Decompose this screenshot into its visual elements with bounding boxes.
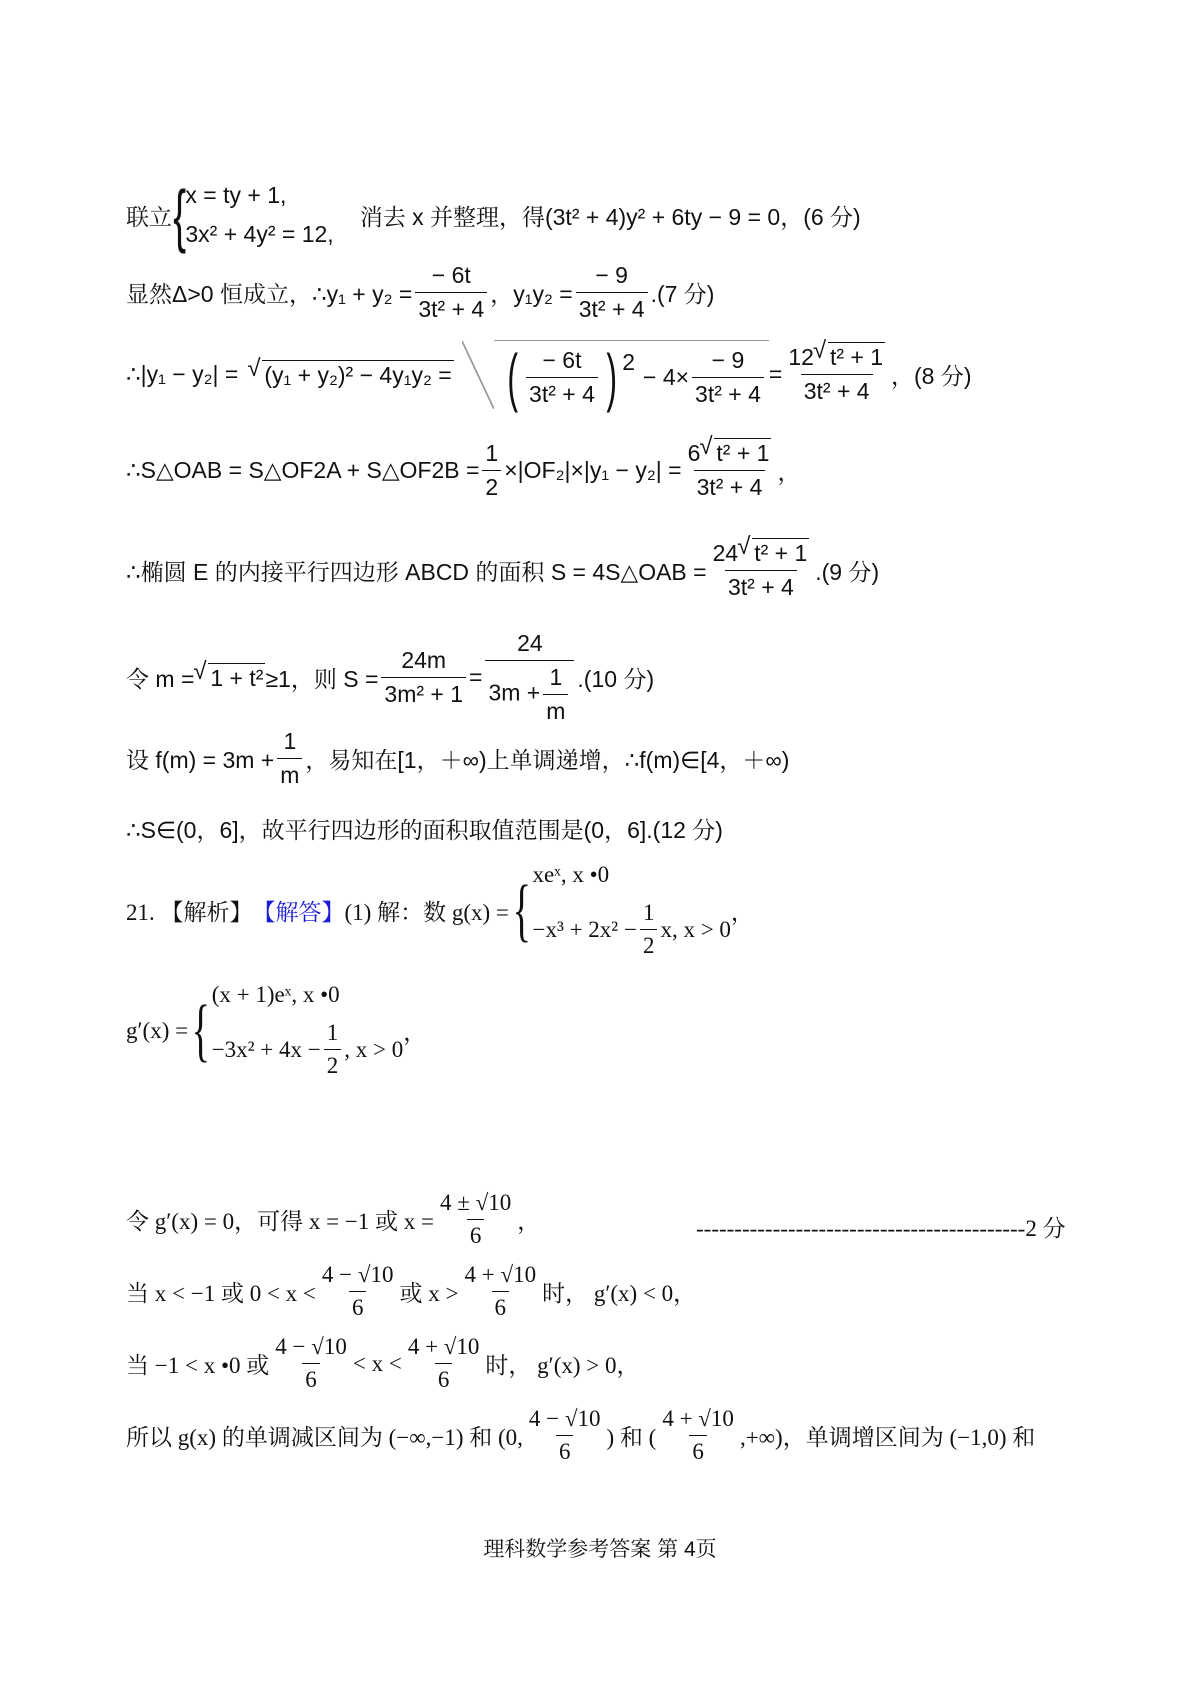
- denominator: 3t² + 4: [692, 377, 764, 408]
- radicand: √ t² + 1: [752, 538, 809, 566]
- denominator: 3t² + 4: [801, 374, 873, 405]
- case-1: x = ty + 1,: [185, 182, 287, 208]
- denominator: 2: [324, 1049, 342, 1079]
- denominator: 3t² + 4: [576, 292, 648, 323]
- fraction: [785, 344, 888, 405]
- denominator: 3t² + 4: [415, 292, 487, 323]
- fraction: [710, 540, 813, 601]
- radicand: √ t² + 1: [828, 342, 885, 370]
- numerator: [710, 540, 813, 570]
- line-part: ) 和 (: [606, 1425, 657, 1450]
- line-prefix: 令 g′(x) = 0，可得 x = −1 或 x =: [126, 1209, 434, 1234]
- fraction: [659, 1406, 737, 1465]
- score-marker: -------------------------------------------2 分: [696, 1216, 1066, 1241]
- line-prefix: ∴|y₁ − y₂| =: [126, 361, 239, 387]
- fraction: [319, 1262, 397, 1321]
- case-2: [212, 1020, 404, 1079]
- fraction: [685, 440, 775, 501]
- line-tail: .(9 分): [815, 559, 880, 585]
- fraction: [640, 900, 658, 959]
- equals: =: [469, 664, 483, 690]
- denominator: m: [277, 758, 302, 789]
- line-tail: ，(8 分): [891, 363, 972, 389]
- radicand: √ t² + 1: [714, 438, 771, 466]
- area-line: [126, 440, 800, 501]
- numerator: 4 + √10: [407, 1334, 480, 1359]
- line-part: ,+∞)，单调增区间为 (−1,0) 和: [739, 1425, 1036, 1450]
- denominator: 6: [435, 1363, 453, 1393]
- numerator: 4 ± √10: [439, 1190, 512, 1215]
- increasing-condition-line: [126, 1334, 640, 1393]
- denominator: 6: [349, 1291, 367, 1321]
- denominator: 3t² + 4: [725, 570, 797, 601]
- denominator: 3t² + 4: [526, 377, 598, 408]
- question-number: 21. 【解析】: [126, 900, 253, 925]
- numerator: 1: [549, 664, 563, 690]
- case-1: (x + 1)eˣ, x •0: [211, 982, 340, 1007]
- numerator: 4 + √10: [464, 1262, 537, 1287]
- equals: =: [768, 361, 783, 387]
- line-mid: ，y₁y₂ =: [490, 281, 573, 307]
- piecewise-cases: [212, 982, 404, 1079]
- numerator: − 6t: [431, 262, 471, 288]
- fraction: [692, 347, 764, 408]
- substitution-line: [126, 630, 654, 725]
- denominator: 6: [302, 1363, 320, 1393]
- case-2: 3x² + 4y² = 12,: [185, 221, 334, 247]
- line-text: ∴S∈(0，6]，故平行四边形的面积取值范围是(0，6].(12 分): [126, 817, 723, 843]
- coefficient: 12: [788, 344, 814, 370]
- line-part: 时， g′(x) > 0，: [485, 1353, 640, 1378]
- numerator: 4 − √10: [321, 1262, 394, 1287]
- brace: {: [173, 176, 187, 254]
- minus-four: − 4×: [643, 363, 690, 390]
- line-tail: ，: [730, 900, 754, 925]
- sqrt-expression: √ (y₁ + y₂)² − 4y₁y₂ =: [262, 360, 453, 389]
- page-footer: 理科数学参考答案 第 4页: [483, 1538, 717, 1561]
- exponent: 2: [622, 348, 635, 375]
- line-text: 消去 x 并整理，得(3t² + 4)y² + 6ty − 9 = 0，(6 分): [359, 203, 861, 230]
- numerator: 1: [283, 728, 297, 754]
- line-prefix: 显然Δ>0 恒成立，∴y₁ + y₂ =: [126, 281, 413, 307]
- denominator-part: 3m +: [488, 679, 541, 706]
- function-line: [126, 728, 789, 789]
- coefficient: 6: [687, 440, 701, 466]
- line-part: 当 x < −1 或 0 < x <: [126, 1281, 316, 1306]
- fraction: [277, 728, 302, 789]
- denominator: 3m² + 1: [381, 677, 466, 708]
- fraction: [437, 1190, 514, 1249]
- discriminant-line: [126, 262, 714, 323]
- case-2-part: , x > 0: [344, 1036, 404, 1062]
- line-part: < x <: [352, 1350, 402, 1376]
- case-2-part: −x³ + 2x² −: [532, 916, 637, 942]
- critical-points-line: [126, 1190, 540, 1249]
- fraction: [381, 647, 466, 708]
- numerator: 4 + √10: [662, 1406, 734, 1431]
- line-prefix: 设 f(m) = 3m +: [126, 747, 275, 773]
- fraction: [324, 1020, 342, 1079]
- denominator: 3t² + 4: [694, 470, 766, 501]
- numerator: − 9: [595, 262, 628, 288]
- equation-cases: [185, 182, 333, 248]
- numerator: 1: [326, 1020, 339, 1045]
- denominator: 6: [689, 1435, 707, 1465]
- fraction: [272, 1334, 350, 1393]
- brace: {: [191, 991, 211, 1069]
- numerator: [785, 344, 888, 374]
- denominator: 2: [482, 470, 501, 501]
- radicand: √ 1 + t²: [208, 663, 265, 692]
- numerator: 4 − √10: [528, 1406, 601, 1431]
- numerator: 24: [517, 630, 543, 656]
- numerator: 4 − √10: [275, 1334, 347, 1359]
- fraction: [482, 440, 501, 501]
- case-2-part: x, x > 0: [660, 916, 731, 942]
- line-tail: ，: [403, 1020, 427, 1045]
- denominator: 2: [640, 929, 658, 959]
- answer-label: 【解答】: [252, 900, 345, 925]
- line-prefix: 令 m =: [126, 666, 195, 692]
- line-text: (1) 解：数 g(x) =: [344, 900, 509, 925]
- line-part: 所以 g(x) 的单调减区间为 (−∞,−1) 和 (0,: [126, 1425, 523, 1450]
- numerator: − 6t: [542, 346, 582, 373]
- case-2-part: −3x² + 4x −: [211, 1036, 321, 1062]
- numerator: [685, 440, 775, 470]
- derivative-line: [126, 982, 426, 1079]
- fraction: [526, 1406, 604, 1465]
- denominator: [485, 660, 574, 725]
- denominator: m: [543, 694, 568, 725]
- fraction: [405, 1334, 483, 1393]
- line-prefix: ∴椭圆 E 的内接平行四边形 ABCD 的面积 S = 4S△OAB =: [126, 559, 707, 585]
- line-tail: ，: [517, 1209, 541, 1234]
- brace: {: [512, 871, 531, 949]
- line-part: 当 −1 < x •0 或: [126, 1353, 270, 1378]
- piecewise-cases: [532, 862, 730, 959]
- left-paren: (: [507, 341, 518, 413]
- fraction: [526, 347, 598, 408]
- question-21-line: [126, 862, 754, 959]
- numerator: 1: [485, 440, 499, 466]
- fraction: [415, 262, 487, 323]
- line-tail: .(10 分): [577, 666, 655, 692]
- fraction: [485, 630, 574, 725]
- line-prefix: 联立: [126, 203, 172, 230]
- parallelogram-area-line: [126, 540, 879, 601]
- line-part: 时， g′(x) < 0，: [542, 1281, 697, 1306]
- system-equation-line: [126, 176, 861, 254]
- right-paren: ): [606, 341, 617, 413]
- line-part: 或 x >: [399, 1281, 459, 1306]
- conclusion-line: [126, 812, 723, 845]
- numerator: 24m: [401, 647, 447, 673]
- difference-line: [126, 340, 972, 413]
- fraction: [576, 262, 648, 323]
- numerator: − 9: [711, 346, 745, 373]
- denominator: 6: [556, 1435, 574, 1465]
- case-2: [532, 900, 730, 959]
- big-sqrt: [494, 340, 769, 413]
- coefficient: 24: [712, 540, 739, 566]
- line-prefix: g′(x) =: [126, 1017, 189, 1043]
- case-1: xeˣ, x •0: [532, 862, 610, 887]
- fraction: [461, 1262, 539, 1321]
- line-tail: ，: [777, 459, 801, 485]
- line-tail: ，易知在[1，＋∞)上单调递增，∴f(m)∈[4，＋∞): [305, 747, 790, 773]
- numerator: 1: [642, 900, 655, 925]
- monotonic-intervals-line: [126, 1406, 1035, 1465]
- line-mid: ×|OF₂|×|y₁ − y₂| =: [504, 457, 682, 483]
- line-prefix: ∴S△OAB = S△OF2A + S△OF2B =: [126, 457, 480, 483]
- decreasing-condition-line: [126, 1262, 696, 1321]
- inner-fraction: [543, 664, 568, 725]
- denominator: 6: [467, 1219, 485, 1249]
- line-mid: ≥1，则 S =: [265, 666, 379, 692]
- denominator: 6: [492, 1291, 510, 1321]
- line-tail: .(7 分): [650, 281, 715, 307]
